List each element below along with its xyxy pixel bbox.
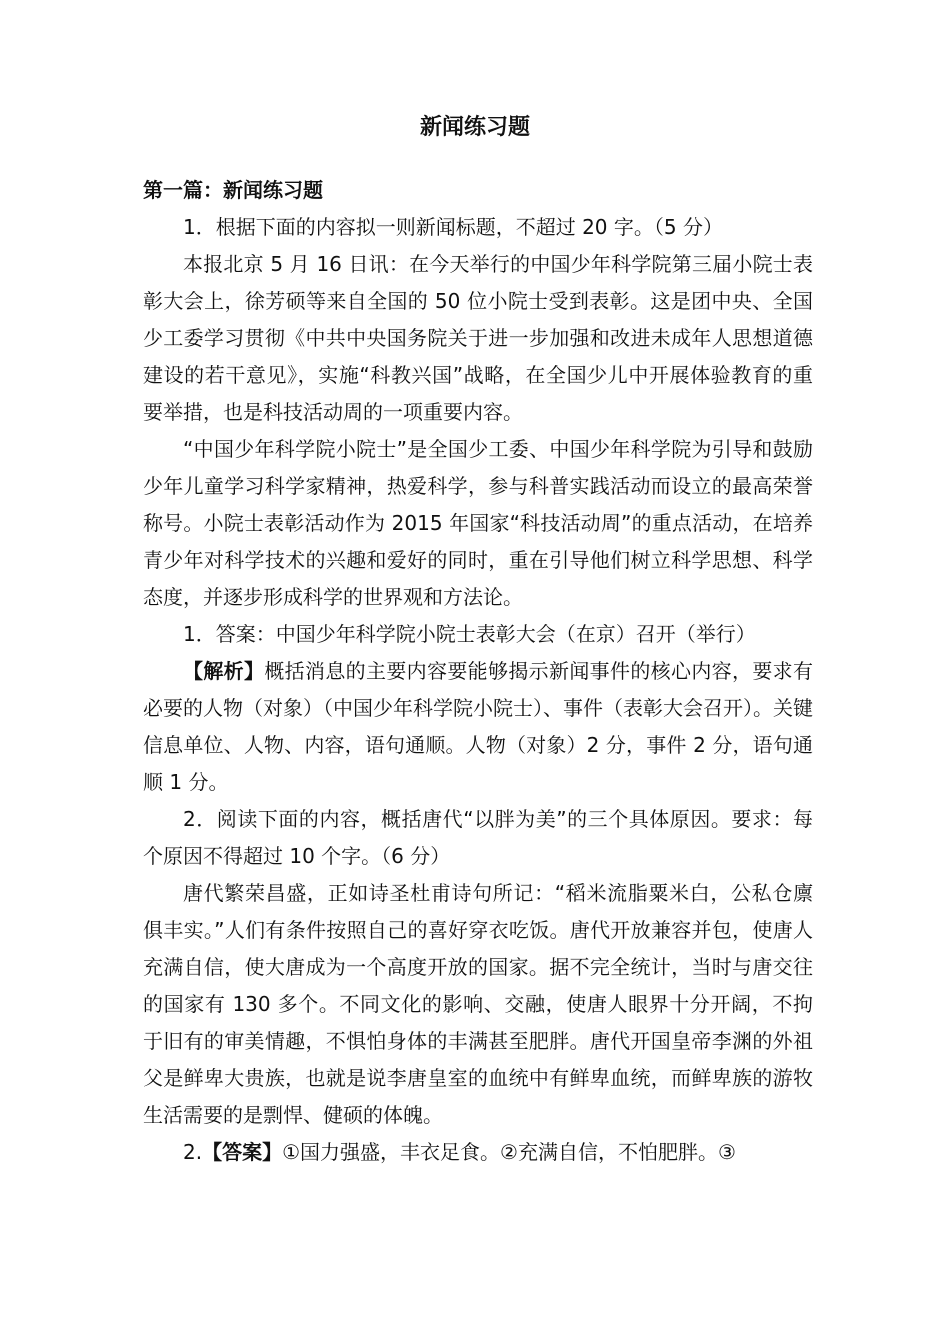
answer-2	[143, 1134, 813, 1171]
answer-2-prefix: 2.	[183, 1140, 203, 1164]
tang-paragraph: 唐代繁荣昌盛，正如诗圣杜甫诗句所记：“稻米流脂粟米白，公私仓廪俱丰实。”人们有条件按照自己的喜好穿衣吃饭。唐代开放兼容并包，使唐人充满自信，使大唐成为一个高度开放的国家。据不完全统计，当时与唐交往的国家有 130 多个。不同文化的影响、交融，使唐人眼界十分开阔，不拘于旧有的审美情趣，不惧怕身体的丰满甚至肥胖。唐代开国皇帝李渊的外祖父是鲜卑大贵族，也就是说李唐皇室的血统中有鲜卑血统，而鲜卑族的游牧生活需要的是剽悍、健硕的体魄。	[143, 881, 813, 1127]
question-2: 2．阅读下面的内容，概括唐代“以胖为美”的三个具体原因。要求：每个原因不得超过 10 个字。（6 分）	[143, 807, 813, 868]
news-paragraph-1: 本报北京 5 月 16 日讯：在今天举行的中国少年科学院第三届小院士表彰大会上，徐芳硕等来自全国的 50 位小院士受到表彰。这是团中央、全国少工委学习贯彻《中共中央国务院关于进一步加强和改进未成年人思想道德建设的若干意见》，实施“科教兴国”战略，在全国少儿中开展体验教育的重要举措，也是科技活动周的一项重要内容。	[143, 252, 813, 424]
analysis-paragraph	[143, 653, 813, 801]
answer-2-label: 【答案】	[202, 1140, 283, 1164]
analysis-text: 概括消息的主要内容要能够揭示新闻事件的核心内容，要求有必要的人物（对象）（中国少年科学院小院士）、事件（表彰大会召开）。关键信息单位、人物、内容，语句通顺。人物（对象）2 分，事件 2 分，语句通顺 1 分。	[143, 659, 814, 794]
answer-2-text: ①国力强盛，丰衣足食。②充满自信，不怕肥胖。③	[282, 1140, 736, 1164]
news-paragraph-2: “中国少年科学院小院士”是全国少工委、中国少年科学院为引导和鼓励少年儿童学习科学家精神，热爱科学，参与科普实践活动而设立的最高荣誉称号。小院士表彰活动作为 2015 年国家“科技活动周”的重点活动，在培养青少年对科学技术的兴趣和爱好的同时，重在引导他们树立科学思想、科学态度，并逐步形成科学的世界观和方法论。	[143, 437, 813, 609]
answer-1: 1．答案：中国少年科学院小院士表彰大会（在京）召开（举行）	[183, 622, 756, 646]
analysis-label: 【解析】	[183, 659, 265, 683]
question-1: 1．根据下面的内容拟一则新闻标题，不超过 20 字。（5 分）	[183, 215, 723, 239]
document-title: 新闻练习题	[419, 115, 530, 140]
document-body	[143, 172, 813, 1171]
section-heading: 第一篇：新闻练习题	[143, 178, 323, 202]
